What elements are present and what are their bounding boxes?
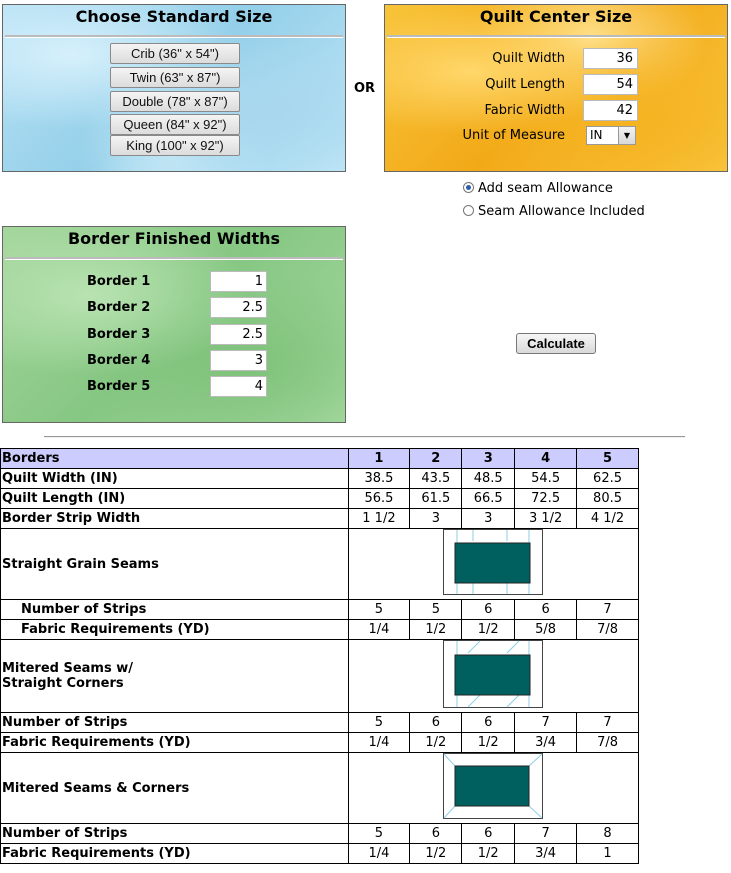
mitered-straight-corners-label: [1, 640, 349, 713]
table-cell: 62.5: [577, 469, 639, 489]
fabric-width-label: Fabric Width: [484, 103, 565, 118]
add-seam-allowance-radio[interactable]: [463, 182, 474, 193]
table-cell: 72.5: [515, 489, 577, 509]
table-row-strip-width: [1, 509, 639, 529]
header-col-2: 2: [410, 449, 462, 469]
seam-allowance-included-label: Seam Allowance Included: [478, 204, 645, 219]
border-1-label: Border 1: [87, 274, 151, 289]
mitered-straight-fabric-label: Fabric Requirements (YD): [1, 733, 349, 753]
straight-strips-label: Number of Strips: [1, 600, 349, 620]
border-5-label: Border 5: [87, 379, 151, 394]
header-col-3: 3: [462, 449, 515, 469]
table-cell: 3/4: [515, 733, 577, 753]
table-row-mitered-corners: [1, 753, 639, 824]
table-row-straight-fabric: [1, 620, 639, 640]
seam-allowance-included-option[interactable]: [463, 204, 645, 219]
results-table: [0, 448, 639, 864]
border-4-input[interactable]: 3: [210, 350, 267, 371]
strip-width-row-label: Border Strip Width: [1, 509, 349, 529]
table-cell: 48.5: [462, 469, 515, 489]
quilt-center-panel: [384, 4, 728, 172]
table-cell: 5: [348, 713, 410, 733]
quilt-length-label: Quilt Length: [485, 77, 565, 92]
table-cell: 7: [577, 713, 639, 733]
table-row-mitered-straight-strips: [1, 713, 639, 733]
table-cell: 1/4: [348, 620, 410, 640]
table-cell: 54.5: [515, 469, 577, 489]
table-row-straight-strips: [1, 600, 639, 620]
unit-of-measure-value: IN: [590, 128, 603, 142]
table-cell: 80.5: [577, 489, 639, 509]
unit-of-measure-label: Unit of Measure: [462, 128, 565, 143]
header-col-1: 1: [348, 449, 410, 469]
section-divider: [44, 436, 685, 438]
crib-size-button[interactable]: Crib (36" x 54"): [110, 43, 240, 64]
straight-grain-diagram: [348, 529, 639, 600]
fabric-width-input[interactable]: 42: [583, 100, 638, 121]
table-cell: 1/2: [462, 844, 515, 864]
table-row-quilt-width: [1, 469, 639, 489]
mitered-straight-title-line2: Straight Corners: [2, 676, 124, 691]
quilt-width-row-label: Quilt Width (IN): [1, 469, 349, 489]
border-1-input[interactable]: 1: [210, 271, 267, 292]
or-label: OR: [354, 81, 376, 96]
table-cell: 1/2: [410, 620, 462, 640]
table-cell: 3: [462, 509, 515, 529]
table-cell: 1/2: [410, 844, 462, 864]
table-cell: 4 1/2: [577, 509, 639, 529]
table-row-mitered-corners-fabric: [1, 844, 639, 864]
quilt-width-label: Quilt Width: [492, 51, 565, 66]
table-row-mitered-corners-strips: [1, 824, 639, 844]
table-cell: 3 1/2: [515, 509, 577, 529]
quilt-center-title: Quilt Center Size: [387, 5, 725, 37]
table-row-quilt-length: [1, 489, 639, 509]
twin-size-button[interactable]: Twin (63" x 87"): [110, 67, 240, 88]
add-seam-allowance-label: Add seam Allowance: [478, 181, 613, 196]
mitered-seams-corners-label: Mitered Seams & Corners: [1, 753, 349, 824]
header-col-5: 5: [577, 449, 639, 469]
border-4-label: Border 4: [87, 353, 151, 368]
table-cell: 7: [515, 824, 577, 844]
table-cell: 66.5: [462, 489, 515, 509]
table-cell: 5: [348, 600, 410, 620]
mitered-corners-fabric-label: Fabric Requirements (YD): [1, 844, 349, 864]
mitered-straight-title-line1: Mitered Seams w/: [2, 661, 134, 676]
table-cell: 5: [348, 824, 410, 844]
table-row-mitered-straight-fabric: [1, 733, 639, 753]
queen-size-button[interactable]: Queen (84" x 92"): [110, 114, 240, 135]
table-cell: 6: [462, 824, 515, 844]
table-cell: 7/8: [577, 733, 639, 753]
table-cell: 43.5: [410, 469, 462, 489]
add-seam-allowance-option[interactable]: [463, 181, 613, 196]
quilt-width-input[interactable]: 36: [583, 48, 638, 69]
table-cell: 3: [410, 509, 462, 529]
straight-grain-seams-label: Straight Grain Seams: [1, 529, 349, 600]
header-col-4: 4: [515, 449, 577, 469]
straight-fabric-label: Fabric Requirements (YD): [1, 620, 349, 640]
table-row-mitered-straight: [1, 640, 639, 713]
mitered-corners-strips-label: Number of Strips: [1, 824, 349, 844]
border-3-input[interactable]: 2.5: [210, 324, 267, 345]
border-widths-panel: [2, 226, 346, 423]
table-cell: 6: [462, 713, 515, 733]
table-cell: 38.5: [348, 469, 410, 489]
mitered-straight-quilt-icon: [443, 640, 543, 708]
mitered-straight-diagram: [348, 640, 639, 713]
table-cell: 1/2: [462, 733, 515, 753]
mitered-corners-quilt-icon: [443, 753, 543, 819]
table-cell: 7: [515, 713, 577, 733]
standard-size-panel: [2, 4, 346, 172]
table-cell: 61.5: [410, 489, 462, 509]
table-cell: 5/8: [515, 620, 577, 640]
table-cell: 7: [577, 600, 639, 620]
table-cell: 5: [410, 600, 462, 620]
table-cell: 1 1/2: [348, 509, 410, 529]
table-cell: 56.5: [348, 489, 410, 509]
unit-of-measure-select[interactable]: [586, 126, 636, 145]
table-cell: 1/2: [462, 620, 515, 640]
double-size-button[interactable]: Double (78" x 87"): [110, 91, 240, 112]
table-cell: 7/8: [577, 620, 639, 640]
table-cell: 1/4: [348, 733, 410, 753]
mitered-corners-diagram: [348, 753, 639, 824]
table-cell: 6: [462, 600, 515, 620]
table-cell: 1/2: [410, 733, 462, 753]
border-2-input[interactable]: 2.5: [210, 297, 267, 318]
table-cell: 1/4: [348, 844, 410, 864]
king-size-button[interactable]: King (100" x 92"): [110, 135, 240, 156]
border-2-label: Border 2: [87, 300, 151, 315]
table-row-header: [1, 449, 639, 469]
mitered-straight-strips-label: Number of Strips: [1, 713, 349, 733]
border-widths-title: Border Finished Widths: [5, 227, 343, 259]
table-cell: 1: [577, 844, 639, 864]
quilt-length-row-label: Quilt Length (IN): [1, 489, 349, 509]
chevron-down-icon[interactable]: ▼: [618, 127, 635, 144]
calculate-button[interactable]: Calculate: [516, 333, 596, 354]
standard-size-title: Choose Standard Size: [5, 5, 343, 37]
border-3-label: Border 3: [87, 327, 151, 342]
seam-allowance-included-radio[interactable]: [463, 205, 474, 216]
table-cell: 8: [577, 824, 639, 844]
straight-grain-quilt-icon: [443, 529, 543, 595]
table-cell: 3/4: [515, 844, 577, 864]
borders-header-label: Borders: [1, 449, 349, 469]
quilt-length-input[interactable]: 54: [583, 74, 638, 95]
table-cell: 6: [410, 824, 462, 844]
table-row-straight-grain: [1, 529, 639, 600]
border-5-input[interactable]: 4: [210, 376, 267, 397]
table-cell: 6: [515, 600, 577, 620]
table-cell: 6: [410, 713, 462, 733]
